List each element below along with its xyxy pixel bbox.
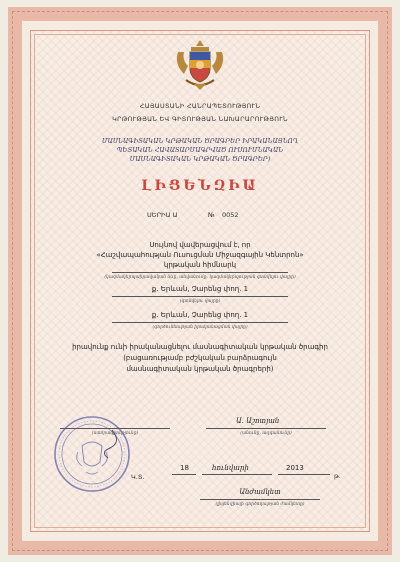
signatory-name: Ա. Աշոտյան <box>236 417 280 425</box>
organization-name: «Հաշվապահության Ուսուցման Միջազգային Կենտրոն» <box>96 251 304 259</box>
caption-signature: (ստորագրությունը) <box>91 431 139 436</box>
organization-type: կրթական հիմնարկ <box>163 261 237 269</box>
activity-address: ք. Երևան, Չարենց փող. 1 <box>151 311 249 319</box>
program-line-3: մասնագիտական կրթական ծրագրերի) <box>126 365 274 373</box>
issuer-line-1: ՄԱՍՆԱԳԻՏԱԿԱՆ ԿՐԹԱԿԱՆ ԾՐԱԳՐԵՐ ԻՐԱԿԱՆԱՑՆՈՂ <box>101 137 299 145</box>
name-underline <box>206 428 326 429</box>
caption-organization: (կազմակերպաիրավական ձևը, անվանումը, կազմակերպության գտնվելու վայրը) <box>104 275 296 280</box>
caption-activity: (գործունեության իրականացման վայրը) <box>152 325 248 330</box>
program-line-1: իրավունք ունի իրականացնելու մասնագիտական կրթական ծրագիր <box>72 343 328 351</box>
seal-place-label: Կ.Տ. <box>131 473 145 481</box>
date-year: 2013 <box>286 464 304 472</box>
series-label: ՍԵՐԻԱ Ա <box>147 211 178 219</box>
ministry-name: ԿՐԹՈՒԹՅԱՆ ԵՎ ԳԻՏՈՒԹՅԱՆ ՆԱԽԱՐԱՐՈՒԹՅՈՒՆ <box>112 115 288 123</box>
signature-underline <box>60 428 170 429</box>
date-month: հունվարի <box>212 464 249 472</box>
program-line-2: (բացառությամբ բժշկական բարձրագույն <box>123 354 277 362</box>
year-underline <box>278 474 330 475</box>
issuer-line-2: ՊԵՏԱԿԱՆ ՀԱՎԱՏԱՐՄԱԳՐՎԱԾ ՈՒՍՈՒՄՆԱԿԱՆ <box>116 146 284 154</box>
coat-of-arms-emblem <box>172 38 228 94</box>
issuer-line-3: ՄԱՍՆԱԳԻՏԱԿԱՆ ԿՐԹԱԿԱՆ ԾՐԱԳՐԵՐ) <box>129 155 271 163</box>
validity-underline <box>200 499 320 500</box>
activity-underline <box>112 322 288 323</box>
validity-value: Անժամկետ <box>239 488 281 496</box>
country-name: ՀԱՅԱՍՏԱՆԻ ՀԱՆՐԱՊԵՏՈՒԹՅՈՒՆ <box>139 102 261 110</box>
org-underline <box>112 272 288 273</box>
caption-validity: (լիցենզիայի գործողության ժամկետը) <box>215 502 305 507</box>
caption-location: (գտնվելու վայրը) <box>179 299 221 304</box>
date-day: 18 <box>180 464 189 472</box>
location-address: ք. Երևան, Չարենց փող. 1 <box>151 285 249 293</box>
number-sign: № <box>208 211 215 219</box>
location-underline <box>112 296 288 297</box>
granted-text: Սույնով վավերացվում է, որ <box>149 241 251 249</box>
license-number: 0052 <box>222 211 239 219</box>
caption-name: (անունը, ազգանունը) <box>240 431 292 436</box>
day-underline <box>172 474 196 475</box>
month-underline <box>202 474 272 475</box>
year-suffix: թ. <box>334 472 341 480</box>
document-title: ԼԻՑԵՆԶԻԱ <box>141 178 259 194</box>
official-stamp <box>52 412 134 496</box>
